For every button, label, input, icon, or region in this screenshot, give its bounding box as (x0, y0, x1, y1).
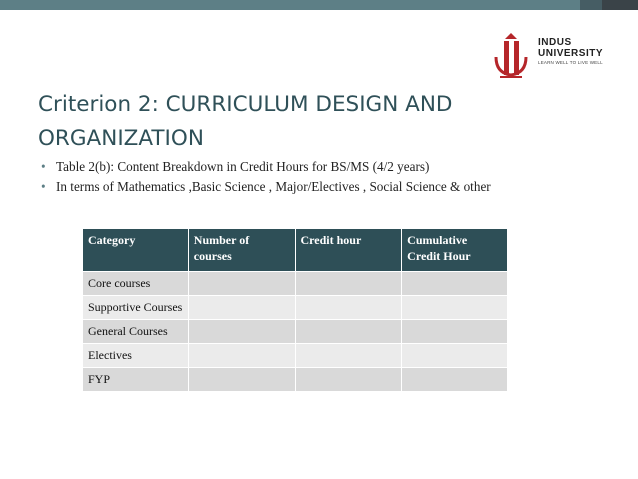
bullet-item: • In terms of Mathematics ,Basic Science , Major/Electives , Social Science & other (38, 178, 608, 196)
table-cell (188, 320, 295, 344)
table-cell (402, 296, 508, 320)
table-cell (295, 296, 402, 320)
table-cell: Supportive Courses (83, 296, 189, 320)
table-cell (402, 368, 508, 392)
table-cell (295, 272, 402, 296)
table-cell (295, 344, 402, 368)
logo-base (500, 76, 522, 78)
table-row (83, 272, 508, 296)
accent-bar-segment (602, 0, 638, 10)
table-cell (188, 368, 295, 392)
top-accent-bar (0, 0, 638, 10)
bullet-list (38, 158, 608, 198)
bullet-item: • Table 2(b): Content Breakdown in Credit Hours for BS/MS (4/2 years) (38, 158, 608, 176)
logo-arch (496, 57, 526, 75)
logo-crest (505, 33, 517, 39)
logo-line2: UNIVERSITY (538, 48, 604, 59)
column-header: Credit hour (295, 229, 402, 272)
logo-tagline: LEARN WELL TO LIVE WELL (538, 60, 603, 65)
table-cell: FYP (83, 368, 189, 392)
column-header: Cumulative Credit Hour (402, 229, 508, 272)
accent-bar-segment (580, 0, 602, 10)
table-cell (295, 368, 402, 392)
table-cell (188, 272, 295, 296)
table-cell (295, 320, 402, 344)
logo-wordmark (538, 37, 603, 65)
column-header: Category (83, 229, 189, 272)
accent-bar-segment (0, 0, 580, 10)
table-cell (402, 320, 508, 344)
table-cell (188, 344, 295, 368)
table-cell: General Courses (83, 320, 189, 344)
table-row (83, 368, 508, 392)
table-cell: Electives (83, 344, 189, 368)
table-header-row (83, 229, 508, 272)
credit-hours-table (82, 228, 508, 392)
column-header: Number of courses (188, 229, 295, 272)
slide-title: Criterion 2: CURRICULUM DESIGN AND ORGANIZATION (38, 92, 453, 151)
table-row (83, 344, 508, 368)
table-row (83, 296, 508, 320)
logo-line1: INDUS (538, 37, 572, 48)
table-cell: Core courses (83, 272, 189, 296)
table-row (83, 320, 508, 344)
table-cell (402, 272, 508, 296)
logo-pillar (504, 41, 509, 75)
logo-pillar (514, 41, 519, 75)
table-cell (402, 344, 508, 368)
table-cell (188, 296, 295, 320)
